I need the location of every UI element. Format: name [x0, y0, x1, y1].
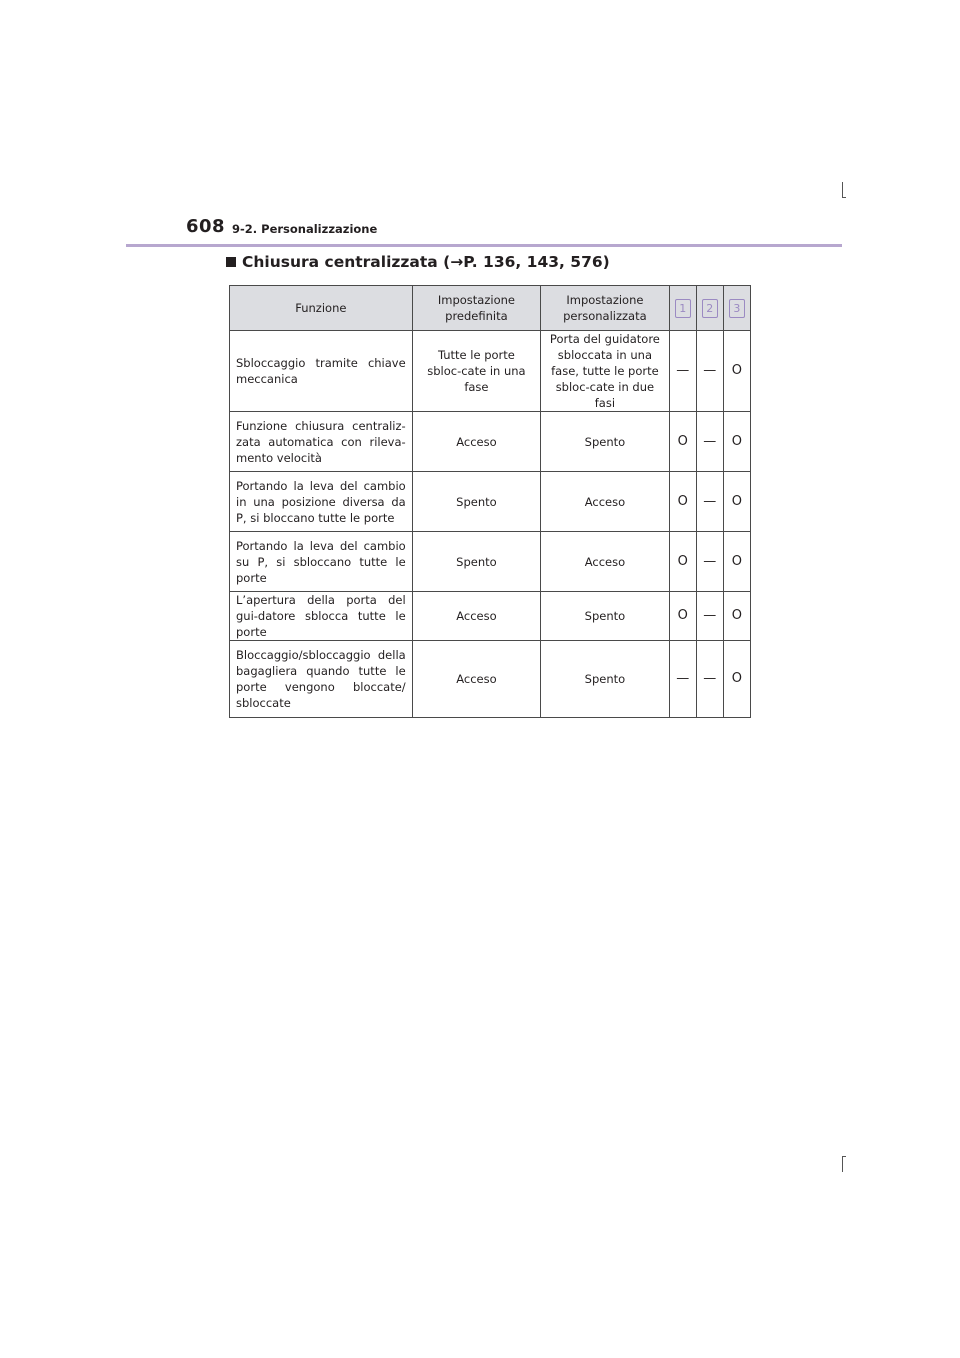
cell-custom: Acceso: [541, 532, 669, 592]
header-col-2: [696, 286, 723, 331]
cell-mark-2: —: [696, 412, 723, 472]
header-custom: [541, 286, 669, 331]
cell-custom: Spento: [541, 641, 669, 718]
custom-text: Porta del guidatore sbloccata in una fase, tutte le porte sbloc-cate in due fasi: [549, 332, 660, 410]
default-text: Tutte le porte sbloc-cate in una fase: [427, 348, 526, 394]
cell-mark-2: —: [696, 592, 723, 641]
header-default-label: Impostazione predefinita: [437, 293, 515, 323]
crop-mark-top-foot: [842, 197, 846, 198]
cell-default: Acceso: [412, 592, 540, 641]
cell-mark-1: —: [669, 641, 696, 718]
cell-custom: Spento: [541, 592, 669, 641]
cell-default: Spento: [412, 472, 540, 532]
table-row: [230, 592, 751, 641]
subheading: [226, 253, 610, 271]
cell-mark-1: O: [669, 412, 696, 472]
number-badge-2: 2: [702, 299, 718, 318]
table-row: [230, 641, 751, 718]
crop-mark-bottom-foot: [842, 1156, 846, 1157]
function-text: L’apertura della porta del gui-datore sblocca tutte le porte: [236, 593, 406, 639]
function-text: Portando la leva del cambio su P, si sbloccano tutte le porte: [236, 538, 406, 585]
cell-mark-1: —: [669, 331, 696, 412]
header-col-1: [669, 286, 696, 331]
header-function: Funzione: [230, 286, 413, 331]
section-title: 9-2. Personalizzazione: [232, 222, 378, 236]
table-header-row: [230, 286, 751, 331]
settings-table: [229, 285, 751, 718]
header-custom-label: Impostazione personalizzata: [563, 293, 647, 323]
cell-default: [412, 331, 540, 412]
cell-mark-3: O: [723, 641, 750, 718]
header-col-3: [723, 286, 750, 331]
table-row: [230, 331, 751, 412]
cell-function: [230, 412, 413, 472]
cell-function: [230, 592, 413, 641]
cell-function: [230, 532, 413, 592]
header-rule: [126, 244, 842, 247]
cell-default: Spento: [412, 532, 540, 592]
cell-mark-3: O: [723, 412, 750, 472]
cell-mark-2: —: [696, 472, 723, 532]
table-row: [230, 412, 751, 472]
header-default: [412, 286, 540, 331]
cell-mark-2: —: [696, 331, 723, 412]
cell-mark-1: O: [669, 532, 696, 592]
number-badge-1: 1: [675, 299, 691, 318]
subheading-text: Chiusura centralizzata (→P. 136, 143, 576): [242, 253, 610, 271]
number-badge-3: 3: [729, 299, 745, 318]
cell-custom: Acceso: [541, 472, 669, 532]
cell-default: Acceso: [412, 641, 540, 718]
cell-default: Acceso: [412, 412, 540, 472]
table-row: [230, 532, 751, 592]
crop-mark-top: [842, 182, 843, 198]
cell-mark-3: O: [723, 532, 750, 592]
cell-custom: Spento: [541, 412, 669, 472]
cell-mark-3: O: [723, 592, 750, 641]
table-row: [230, 472, 751, 532]
cell-function: [230, 641, 413, 718]
cell-custom: [541, 331, 669, 412]
function-text: Sbloccaggio tramite chiave meccanica: [236, 356, 406, 386]
crop-mark-bottom: [842, 1156, 843, 1172]
cell-mark-2: —: [696, 641, 723, 718]
cell-function: [230, 331, 413, 412]
function-text: Funzione chiusura centraliz-zata automatica con rileva-mento velocità: [236, 418, 406, 465]
function-text: Portando la leva del cambio in una posizione diversa da P, si bloccano tutte le porte: [236, 478, 406, 525]
page-number: 608: [186, 216, 226, 237]
cell-mark-2: —: [696, 532, 723, 592]
cell-function: [230, 472, 413, 532]
cell-mark-3: O: [723, 331, 750, 412]
cell-mark-3: O: [723, 472, 750, 532]
cell-mark-1: O: [669, 592, 696, 641]
function-text: Bloccaggio/sbloccaggio della bagagliera quando tutte le porte vengono bloccate/ sbloccate: [236, 648, 406, 710]
cell-mark-1: O: [669, 472, 696, 532]
square-bullet-icon: [226, 257, 236, 267]
